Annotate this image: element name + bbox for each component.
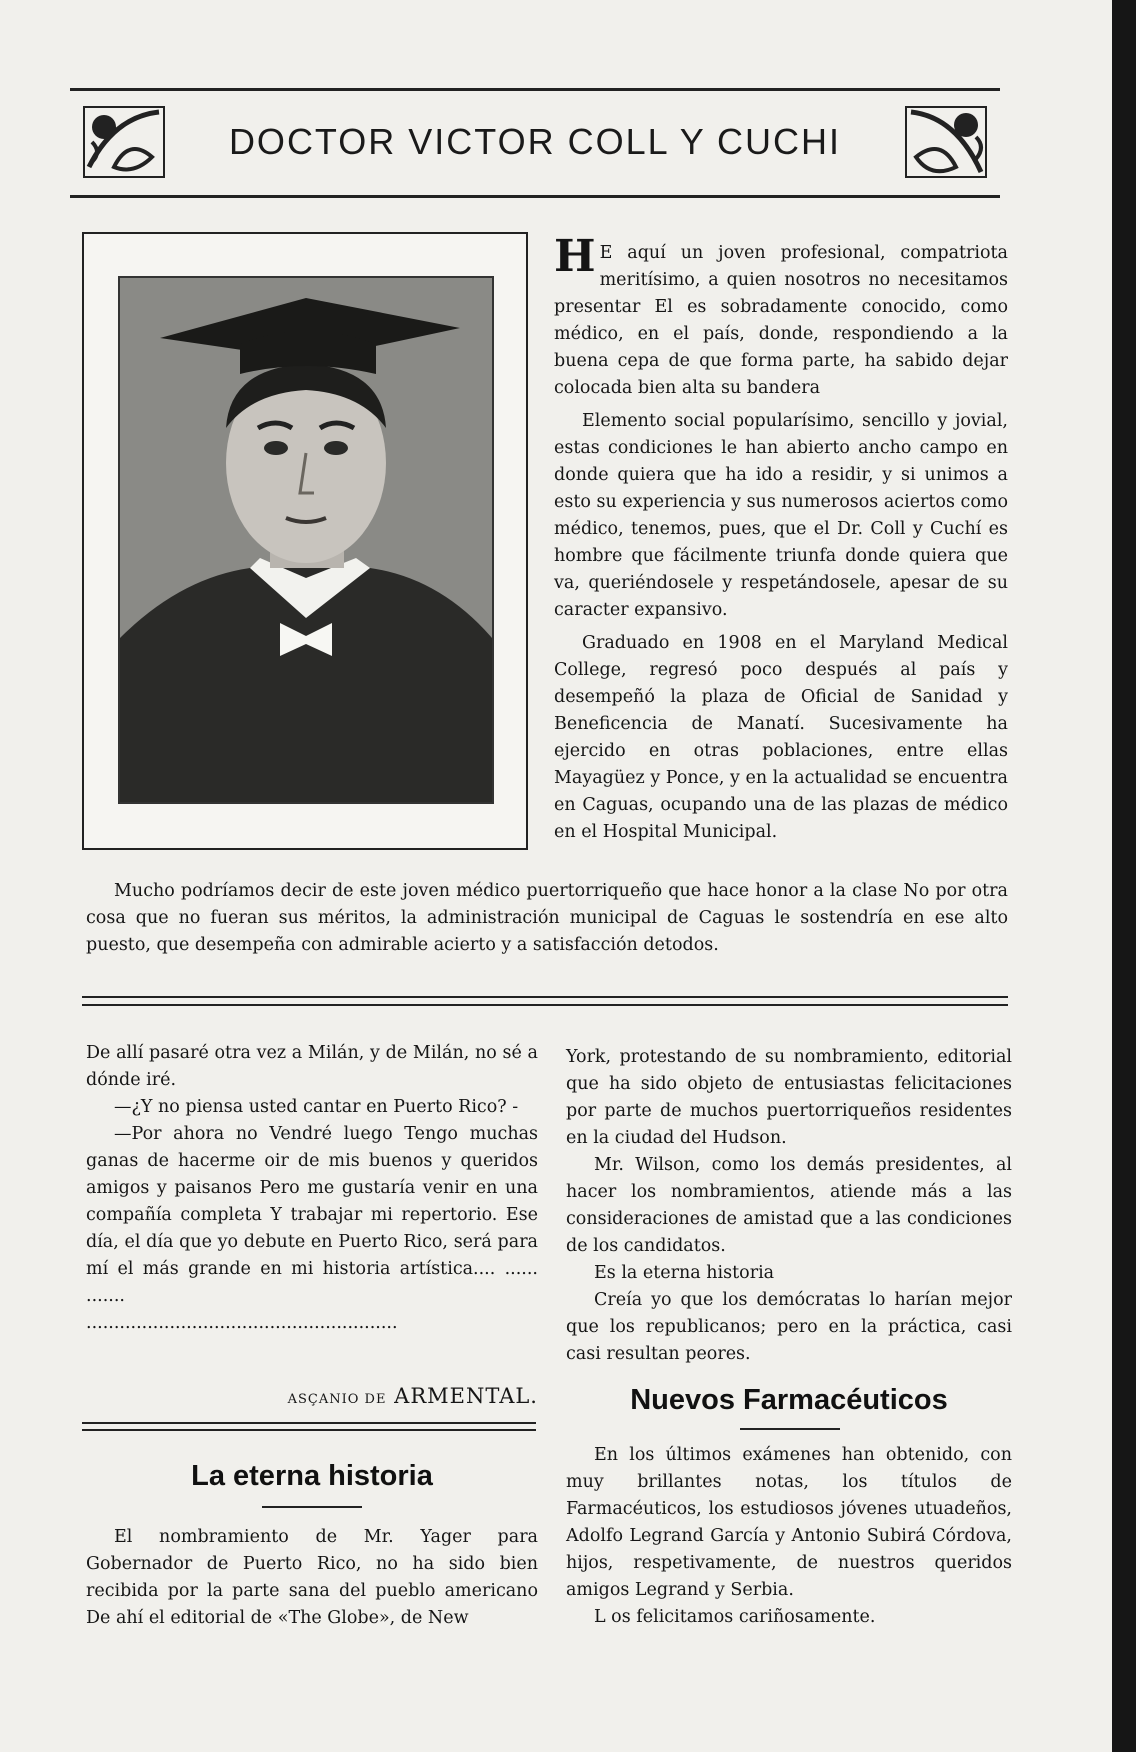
article-header <box>70 88 1000 198</box>
eterna-paragraph-4: Es la eterna historia <box>594 1263 775 1283</box>
farma-text <box>566 1442 1012 1631</box>
eterna-heading: La eterna historia <box>191 1460 433 1492</box>
section-divider <box>82 996 1008 1006</box>
drop-cap: H <box>554 231 596 282</box>
bio-paragraph-3: Graduado en 1908 en el Maryland Medical College, regresó poco después al país y desempeñó la plaza de Oficial de Sanidad y Beneficencia de Manatí. Sucesivamente ha ejercido en otras poblaciones, entre ellas Mayagüez y Ponce, y en la actualidad se encuentra en Caguas, ocupando una de las plazas de médico en el Hospital Municipal. <box>554 633 1008 842</box>
farma-paragraph-2: L os felicitamos cariñosamente. <box>594 1607 876 1627</box>
bio-paragraph-2: Elemento social popularísimo, sencillo y jovial, estas condiciones le han abierto ancho campo en donde quiera que ha ido a residir, y si unimos a esto su experiencia y sus numerosos aciertos como médico, tenemos, pues, que el Dr. Coll y Cuchí es hombre que fácilmente triunfa donde quiera que va, queriéndosele y respetándosele, apesar de su caracter expansivo. <box>554 411 1008 620</box>
column-divider <box>82 1422 536 1431</box>
bio-paragraph-1: E aquí un joven profesional, compatriota meritísimo, a quien nosotros no necesitamos presentar El es sobradamente conocido, como médico, en el país, donde, respondiendo a la buena cepa de que forma parte, ha sabido dejar colocada bien alta su bandera <box>554 243 1008 398</box>
eterna-text-left <box>86 1524 538 1632</box>
right-ornament-icon <box>896 97 996 187</box>
farma-paragraph-1: En los últimos exámenes han obtenido, con muy brillantes notas, los títulos de Farmacéuticos, los estudiosos jóvenes utuadeños, Adolfo Legrand García y Antonio Subirá Córdova, hijos, respetivamente, de nuestros queridos amigos Legrand y Serbia. <box>566 1445 1012 1600</box>
farma-heading: Nuevos Farmacéuticos <box>630 1384 948 1416</box>
article-title: DOCTOR VICTOR COLL Y CUCHI <box>228 121 842 162</box>
interview-paragraph-2: —¿Y no piensa usted cantar en Puerto Rico? - <box>114 1097 519 1117</box>
signature <box>86 1384 538 1408</box>
bio-paragraph-4-text: Mucho podríamos decir de este joven médico puertorriqueño que hace honor a la clase No por otra cosa que no fueran sus méritos, la administración municipal de Caguas le sostendría en ese alto puesto, que desempeña con admirable acierto y a satisfacción detodos. <box>86 881 1008 955</box>
eterna-paragraph-2: York, protestando de su nombramiento, editorial que ha sido objeto de entusiastas felicitaciones por parte de muchos puertorriqueños residentes en la ciudad del Hudson. <box>566 1047 1012 1148</box>
eterna-text-right <box>566 1044 1012 1368</box>
eterna-paragraph-1: El nombramiento de Mr. Yager para Gobernador de Puerto Rico, no ha sido bien recibida por la parte sana del pueblo americano De ahí el editorial de «The Globe», de New <box>86 1527 538 1628</box>
portrait-frame <box>82 232 528 850</box>
interview-dots: ........................................................ <box>86 1313 398 1333</box>
farma-heading-rule <box>740 1428 840 1430</box>
eterna-paragraph-5: Creía yo que los demócratas lo harían mejor que los republicanos; pero en la práctica, casi casi resultan peores. <box>566 1290 1012 1364</box>
signature-small: ASÇANIO DE <box>287 1392 387 1407</box>
interview-paragraph-1: De allí pasaré otra vez a Milán, y de Milán, no sé a dónde iré. <box>86 1043 538 1090</box>
interview-text <box>86 1040 538 1337</box>
eterna-paragraph-3: Mr. Wilson, como los demás presidentes, al hacer los nombramientos, atiende más a las consideraciones de amistad que a las condiciones de los candidatos. <box>566 1155 1012 1256</box>
eterna-heading-rule <box>262 1506 362 1508</box>
signature-large: ARMENTAL. <box>394 1384 538 1408</box>
bio-text <box>554 231 1008 846</box>
bio-paragraph-4 <box>86 878 1008 959</box>
scan-edge <box>1112 0 1136 1752</box>
portrait-photo <box>118 276 494 804</box>
interview-paragraph-3: —Por ahora no Vendré luego Tengo muchas ganas de hacerme oir de mis buenos y queridos amigos y paisanos Pero me gustaría venir en una compañía completa Y trabajar mi repertorio. Ese día, el día que yo debute en Puerto Rico, será para mí el más grande en mi historia artística.... ...... ....... <box>86 1124 538 1306</box>
